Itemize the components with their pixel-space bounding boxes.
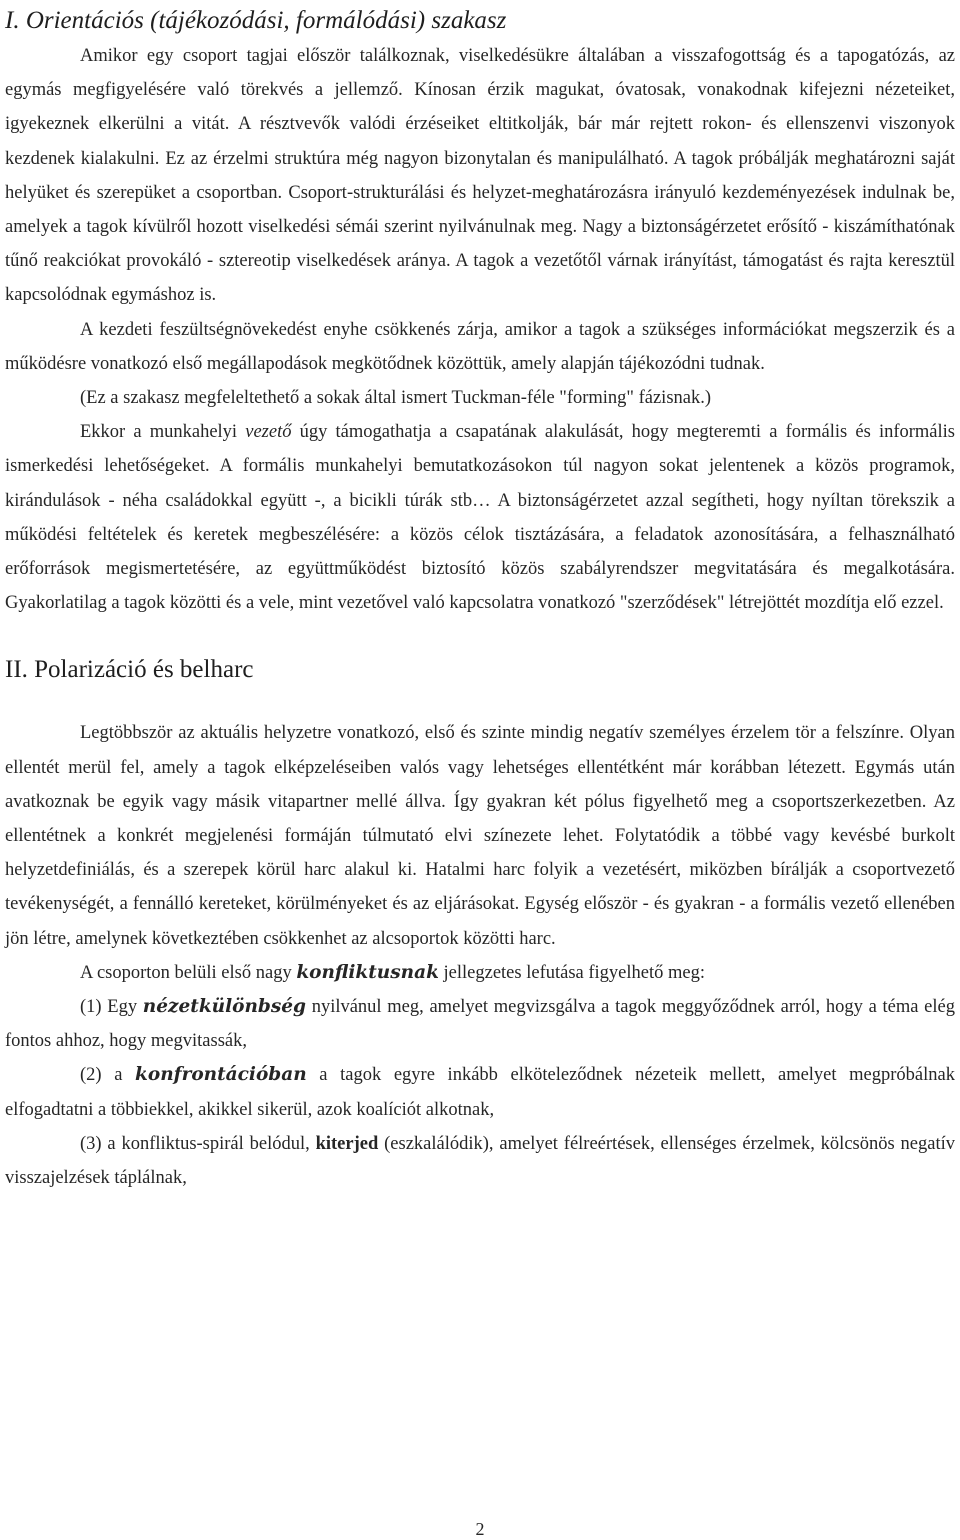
key-term: kiterjed [315, 1133, 379, 1154]
text-run: nyilvánul meg, amelyet megvizsgálva a tagok meggyőződnek arról, hogy a téma elég fontos ahhoz, hogy megvitassák, [5, 997, 955, 1052]
spacer [5, 620, 955, 650]
paragraph: Amikor egy csoport tagjai először találkoznak, viselkedésükre általában a visszafogottság és a tapogatózás, az egymás megfigyelésére való törekvés a jellemző. Kínosan érzik magukat, óvatosak, vonakodnak kifejezni nézeteiket, igyekeznek elkerülni a vitát. A résztvevők valódi érzéseiket eltitkolják, bár már rejtett rokon- és ellenszenvi viszonyok kezdenek kialakulni. Ez az érzelmi struktúra még nagyon bizonytalan és manipulálható. A tagok próbálják meghatározni saját helyüket és szerepüket a csoportban. Csoport-strukturálási és helyzet-meghatározásra irányuló kezdeményezések indulnak be, amelyek a tagok kívülről hozott viselkedési sémái szerint nyilvánulnak meg. Nagy a biztonságérzetet erősítő - kiszámíthatónak tűnő reakciókat provokáló - sztereotip viselkedések aránya. A tagok a vezetőtől várnak irányítást, támogatást és rajta keresztül kapcsolódnak egymáshoz is. [5, 46, 955, 306]
paragraph [5, 415, 955, 620]
key-term: konfliktusnak [296, 961, 439, 983]
paragraph: (Ez a szakasz megfeleltethető a sokak által ismert Tuckman-féle "forming" fázisnak.) [80, 388, 712, 409]
page-number: 2 [475, 1519, 485, 1539]
text-run: (eszkalálódik), amelyet félreértések, ellenséges érzelmek, kölcsönös negatív visszajelzések táplálnak, [5, 1133, 955, 1189]
section-heading: II. Polarizáció és belharc [5, 656, 254, 684]
section-heading: I. Orientációs (tájékozódási, formálódási) szakasz [5, 7, 507, 34]
text-run: úgy támogathatja a csapatának alakulását, hogy megteremti a formális és informális ismerkedési lehetőségeket. A formális munkahelyi bemutatkozásokon túl nagyon sokat jelentenek a közös programok, kirándulások - néha családokkal együtt -, a bicikli túrák stb… A biztonságérzetet azzal segítheti, hogy nyíltan törekszik a működési feltételek és keretek megbeszélésére: a közös célok tisztázására, a feladatok azonosítására, a felhasználható erőforrások megismertetésére, az együttműködést biztosító közös szabályrendszer megvitatására és megalkotására. Gyakorlatilag a tagok közötti és a vele, mint vezetővel való kapcsolatra vonatkozó "szerződések" létrejöttét mozdítja elő ezzel. [5, 422, 955, 614]
text-run: a tagok egyre inkább elköteleződnek nézeteik mellett, amelyet megpróbálnak elfogadtatni a többiekkel, akikkel sikerül, azok koalíciót alkotnak, [5, 1065, 955, 1120]
list-item [5, 990, 955, 1058]
text-run: A csoporton belüli első nagy [80, 962, 297, 983]
emphasized-term: vezető [245, 422, 292, 443]
text-run: (3) a konfliktus-spirál belódul, [80, 1133, 316, 1154]
key-term: nézetkülönbség [142, 996, 306, 1018]
paragraph: Legtöbbször az aktuális helyzetre vonatkozó, első és szinte mindig negatív személyes érzelem tör a felszínre. Olyan ellentét merül fel, amely a tagok elképzeléseiben valós vagy lehetséges ellentétként már korábban létezett. Egymás után avatkoznak be egyik vagy másik vitapartner mellé állva. Így gyakran két pólus figyelhető meg a csoportszerkezetben. Az ellentétnek a konkrét megjelenési formáján túlmutató elvi színezete lehet. Folytatódik a többé vagy kevésbé burkolt helyzetdefiniálás, és a szerepek körül harc alakul ki. Hatalmi harc folyik a vezetésért, miközben bírálják a csoportvezető tevékenységét, a fennálló kereteket, körülményeket és az eljárásokat. Egység először - és gyakran - a formális vezető ellenében jön létre, amelynek következtében csökkenhet az alcsoportok közötti harc. [5, 723, 955, 949]
text-run: (1) Egy [80, 997, 143, 1018]
text-run: jellegzetes lefutása figyelhető meg: [438, 962, 705, 983]
list-item [5, 1058, 955, 1126]
key-term: konfrontációban [135, 1064, 307, 1086]
text-run: (2) a [80, 1065, 136, 1086]
paragraph [5, 956, 955, 990]
spacer [5, 690, 955, 716]
paragraph: A kezdeti feszültségnövekedést enyhe csökkenés zárja, amikor a tagok a szükséges információkat megszerzik és a működésre vonatkozó első megállapodások megkötődnek közöttük, amely alapján tájékozódni tudnak. [5, 319, 955, 374]
list-item [5, 1127, 955, 1195]
text-run: Ekkor a munkahelyi [80, 422, 246, 443]
document-page [5, 0, 955, 1195]
